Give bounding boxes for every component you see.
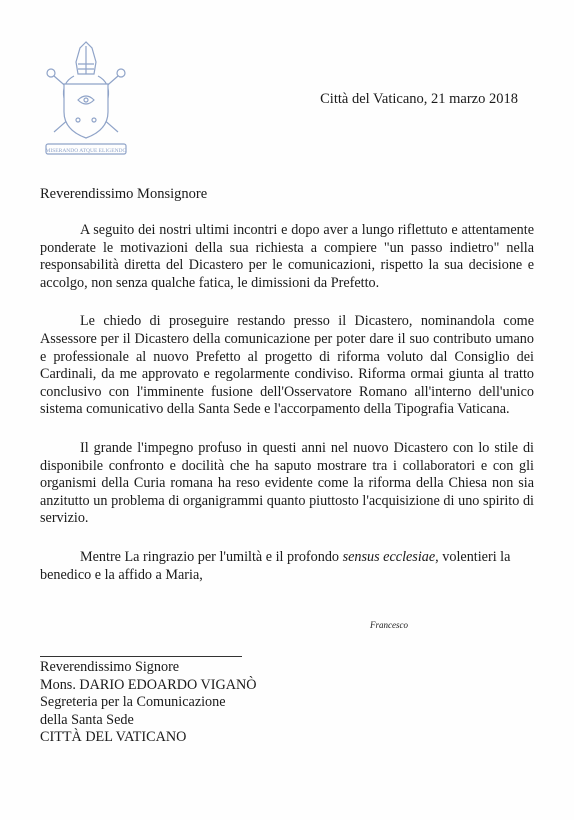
paragraph-4-start: Mentre La ringrazio per l'umiltà e il profondo — [80, 548, 343, 565]
svg-text:Francesco: Francesco — [370, 620, 408, 630]
paragraph-4 — [40, 549, 534, 584]
letter-body — [40, 222, 534, 584]
addressee-line-4: della Santa Sede — [40, 711, 134, 728]
addressee-line-2: Mons. DARIO EDOARDO VIGANÒ — [40, 676, 257, 693]
date-line: Città del Vaticano, 21 marzo 2018 — [320, 91, 518, 107]
paragraph-4-italic: sensus ecclesiae — [342, 548, 436, 565]
paragraph-1: A seguito dei nostri ultimi incontri e dopo aver a lungo riflettuto e attentamente ponderate le motivazioni della sua richiesta a compiere "un passo indietro" nella responsabilità diretta del Dicastero per le comunicazioni, rispetto la sua decisione e accolgo, non senza qualche fatica, le dimissioni da Prefetto. — [40, 222, 534, 291]
addressee-line-5: CITTÀ DEL VATICANO — [40, 729, 187, 746]
salutation: Reverendissimo Monsignore — [40, 186, 208, 202]
divider — [40, 656, 242, 657]
paragraph-2: Le chiedo di proseguire restando presso il Dicastero, nominandola come Assessore per il Dicastero della comunicazione per poter dare il suo contributo umano e professionale al nuovo Prefetto al progetto di riforma voluto dal Consiglio dei Cardinali, da me approvato e regolarmente condiviso. Riforma ormai giunta al tratto conclusivo con l'imminente fusione dell'Osservatore Romano all'interno dell'unico sistema comunicativo della Santa Sede e l'accorpamento della Tipografia Vaticana. — [40, 313, 534, 418]
svg-text:MISERANDO ATQUE ELIGENDO: MISERANDO ATQUE ELIGENDO — [45, 148, 127, 154]
paragraph-4-end: , volentieri la benedico e la affido a Maria, — [40, 548, 511, 583]
addressee-line-1: Reverendissimo Signore — [40, 659, 180, 675]
signature — [368, 615, 428, 633]
paragraph-3: Il grande l'impegno profuso in questi anni nel nuovo Dicastero con lo stile di disponibile confronto e docilità che ha saputo mostrare tra i collaboratori e con gli organismi della Curia romana ha reso evidente come la riforma della Chiesa non sia anzitutto un problema di organigrammi quanto piuttosto l'acquisizione di uno spirito di servizio. — [40, 439, 534, 527]
addressee-line-3: Segreteria per la Comunicazione — [40, 694, 226, 711]
papal-coat-of-arms-icon — [40, 40, 132, 158]
addressee-block — [40, 659, 257, 747]
